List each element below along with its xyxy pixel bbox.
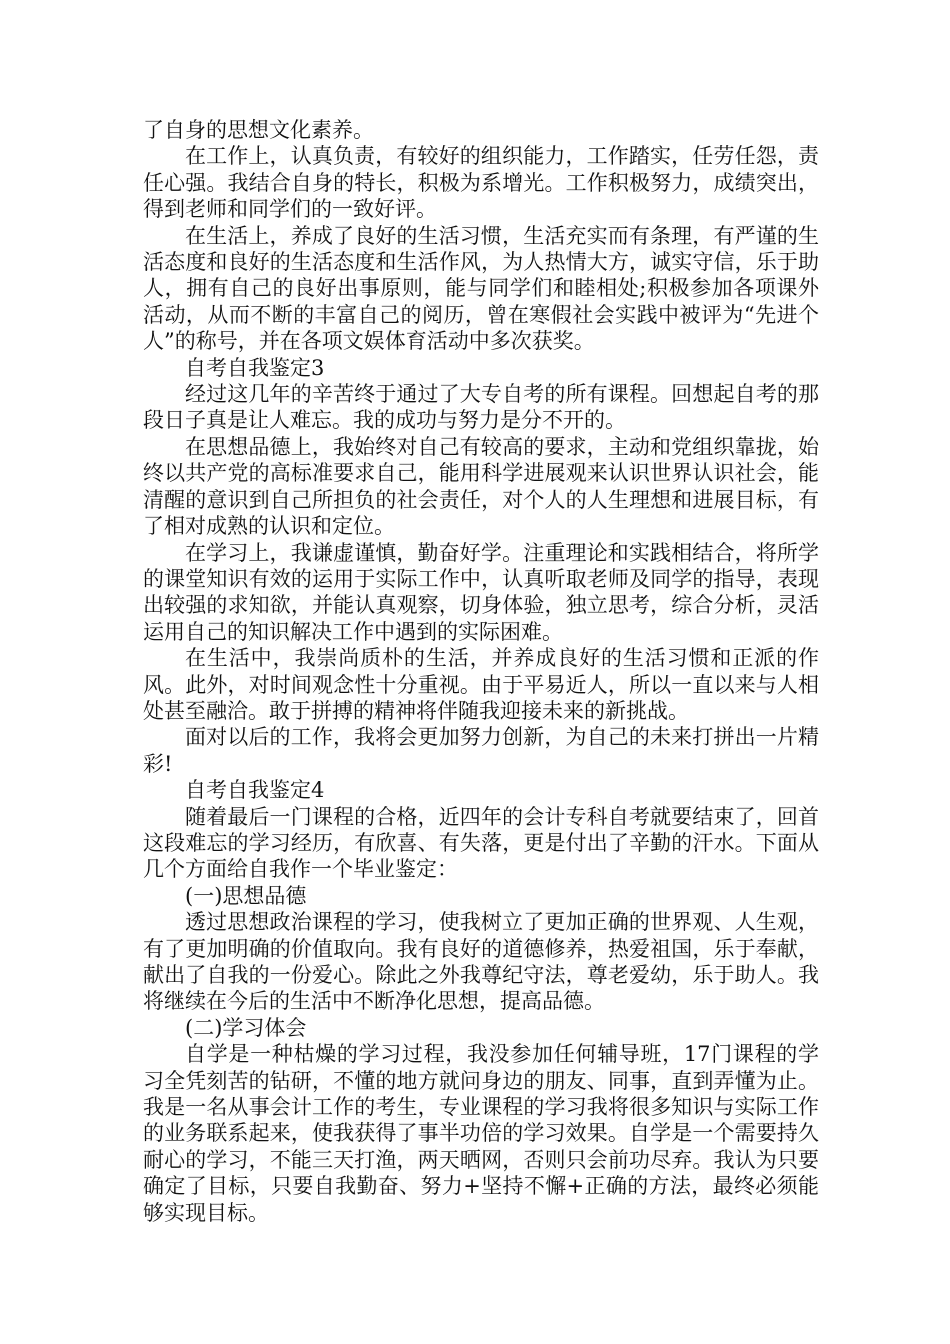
paragraph-morality: 透过思想政治课程的学习，使我树立了更加正确的世界观、人生观，有了更加明确的价值取向。我有良好的道德修养，热爱祖国，乐于奉献，献出了自我的一份爱心。除此之外我尊纪守法，尊老爱幼，乐于助人。我将继续在今后的生活中不断净化思想，提高品德。	[143, 910, 819, 1014]
paragraph-work: 在工作上，认真负责，有较好的组织能力，工作踏实，任劳任怨，责任心强。我结合自身的特长，积极为系增光。工作积极努力，成绩突出，得到老师和同学们的一致好评。	[143, 144, 819, 222]
paragraph-future: 面对以后的工作，我将会更加努力创新，为自己的未来打拼出一片精彩!	[143, 725, 819, 776]
paragraph-life: 在生活上，养成了良好的生活习惯，生活充实而有条理，有严谨的生活态度和良好的生活态度和生活作风，为人热情大方，诚实守信，乐于助人，拥有自己的良好出事原则，能与同学们和睦相处;积极参加各项课外活动，从而不断的丰富自己的阅历，曾在寒假社会实践中被评为“先进个人”的称号，并在各项文娱体育活动中多次获奖。	[143, 223, 819, 354]
paragraph-intro-4: 随着最后一门课程的合格，近四年的会计专科自考就要结束了，回首这段难忘的学习经历，有欣喜、有失落，更是付出了辛勤的汗水。下面从几个方面给自我作一个毕业鉴定：	[143, 804, 819, 882]
document-page	[143, 117, 819, 1226]
section-heading-4: 自考自我鉴定4	[185, 778, 325, 803]
paragraph-self-study: 自学是一种枯燥的学习过程，我没参加任何辅导班，17门课程的学习全凭刻苦的钻研，不懂的地方就问身边的朋友、同事，直到弄懂为止。我是一名从事会计工作的考生，专业课程的学习我将很多知识与实际工作的业务联系起来，使我获得了事半功倍的学习效果。自学是一个需要持久耐心的学习，不能三天打渔，两天晒网，否则只会前功尽弃。我认为只要确定了目标，只要自我勤奋、努力+坚持不懈+正确的方法，最终必须能够实现目标。	[143, 1042, 819, 1225]
paragraph-study: 在学习上，我谦虚谨慎，勤奋好学。注重理论和实践相结合，将所学的课堂知识有效的运用于实际工作中，认真听取老师及同学的指导，表现出较强的求知欲，并能认真观察，切身体验，独立思考，综合分析，灵活运用自己的知识解决工作中遇到的实际困难。	[143, 540, 819, 644]
paragraph-ideology: 在思想品德上，我始终对自己有较高的要求，主动和党组织靠拢，始终以共产党的高标准要求自己，能用科学进展观来认识世界认识社会，能清醒的意识到自己所担负的社会责任，对个人的人生理想和进展目标，有了相对成熟的认识和定位。	[143, 434, 819, 539]
paragraph-continuation: 了自身的思想文化素养。	[143, 118, 374, 142]
subheading-morality: (一)思想品德	[185, 883, 307, 908]
section-heading-3: 自考自我鉴定3	[185, 355, 325, 380]
subheading-study-experience: (二)学习体会	[185, 1015, 307, 1040]
paragraph-intro-3: 经过这几年的辛苦终于通过了大专自考的所有课程。回想起自考的那段日子真是让人难忘。我的成功与努力是分不开的。	[143, 382, 819, 433]
paragraph-living: 在生活中，我崇尚质朴的生活，并养成良好的生活习惯和正派的作风。此外，对时间观念性十分重视。由于平易近人，所以一直以来与人相处甚至融洽。敢于拼搏的精神将伴随我迎接未来的新挑战。	[143, 646, 819, 723]
